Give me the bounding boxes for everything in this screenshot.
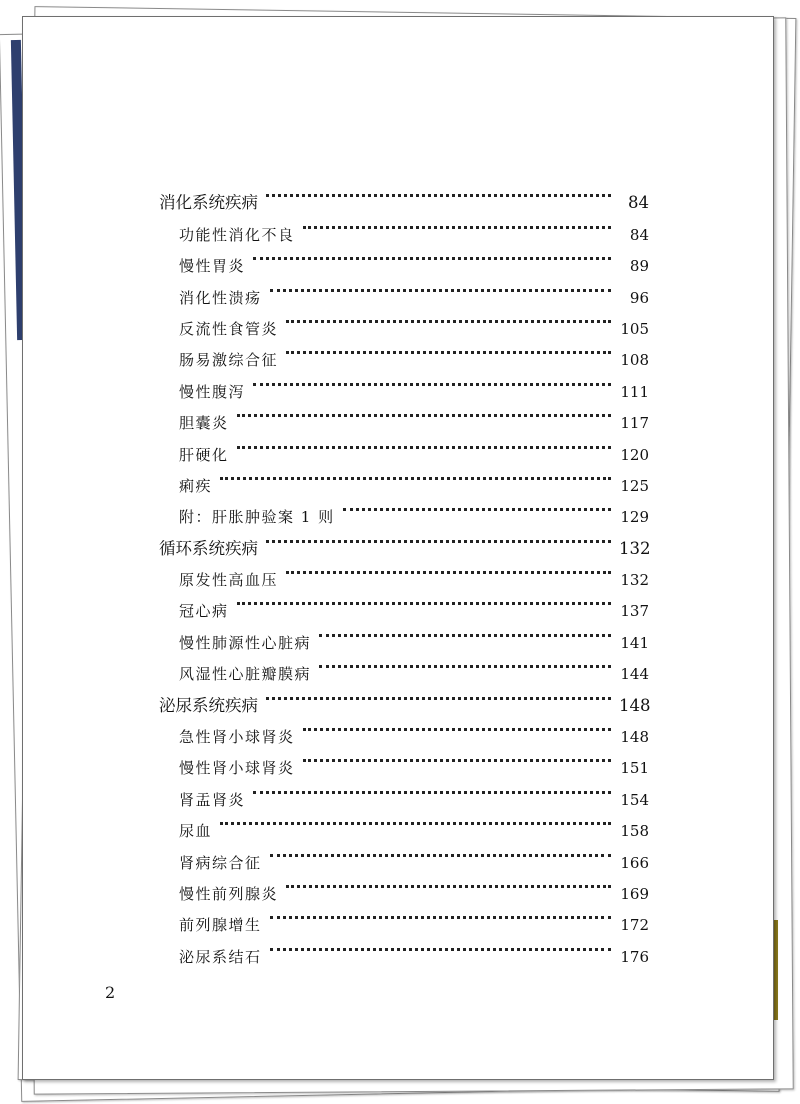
toc-entry-page: 111 [620,382,649,401]
toc-dot-leader [286,868,611,899]
toc-page [22,16,774,1080]
toc-dot-leader [266,522,611,553]
toc-entry-page: 108 [620,351,649,370]
toc-entry-page: 148 [619,695,651,715]
toc-entry-page: 154 [620,790,649,809]
toc-dot-leader [220,460,611,491]
toc-entry-page: 125 [620,476,649,495]
toc-entry-page: 96 [629,288,649,307]
toc-entry-page: 89 [629,257,649,276]
toc-dot-leader [270,836,611,867]
toc-entry-title: 尿血 [179,822,213,841]
toc-entry-title: 肠易激综合征 [179,351,279,370]
toc-dot-leader [270,899,611,930]
toc-entry-page: 176 [620,947,649,966]
toc-entry [159,805,649,841]
toc-entry-page: 158 [620,822,649,841]
toc-entry-page: 120 [620,445,649,464]
toc-entry-page: 132 [619,538,651,558]
toc-section-entry [159,177,649,213]
toc-entry-title: 反流性食管炎 [179,319,279,338]
toc-entry-page: 169 [620,884,649,903]
toc-dot-leader [237,397,611,428]
toc-entry [159,460,649,495]
toc-entry-title: 慢性腹泻 [179,382,246,401]
toc-dot-leader [303,208,611,239]
toc-entry-title: 肝硬化 [179,445,229,464]
toc-entry-title: 消化系统疾病 [159,193,258,213]
toc-entry [159,491,649,527]
toc-dot-leader [220,805,611,836]
toc-entry-title: 功能性消化不良 [179,225,295,244]
toc-entry-title: 泌尿系统疾病 [159,695,258,715]
toc-entry-title: 风湿性心脏瓣膜病 [179,665,312,684]
toc-entry [159,836,649,872]
toc-entry-title: 胆囊炎 [179,414,229,433]
toc-entry-page: 166 [620,853,649,872]
toc-dot-leader [286,303,611,334]
toc-dot-leader [270,271,611,302]
toc-entry-page: 129 [620,508,649,527]
toc-dot-leader [266,679,611,710]
toc-dot-leader [237,428,611,459]
toc-dot-leader [303,742,611,773]
toc-entry-page: 144 [620,665,649,684]
toc-entry-title: 循环系统疾病 [159,538,258,558]
toc-entry-title: 慢性肺源性心脏病 [179,633,312,652]
toc-dot-leader [253,240,611,271]
toc-entry-title: 前列腺增生 [179,916,262,935]
toc-entry-title: 痢疾 [179,476,213,495]
toc-dot-leader [319,648,611,679]
toc-dot-leader [270,930,611,961]
toc-entry-title: 泌尿系结石 [179,947,262,966]
toc-entry-title: 慢性胃炎 [179,257,246,276]
toc-entry-title: 慢性肾小球肾炎 [179,759,295,778]
toc-entry-title: 原发性高血压 [179,571,279,590]
toc-entry-page: 84 [629,225,649,244]
toc-entry-page: 84 [628,193,649,213]
toc-entry-page: 137 [620,602,649,621]
toc-entry-page: 117 [620,414,649,433]
page-number: 2 [105,983,116,1002]
toc-entry-title: 附：肝胀肿验案 1 则 [179,508,335,527]
toc-entry-page: 132 [620,571,649,590]
toc-dot-leader [237,585,611,616]
toc-entry-page: 148 [620,728,649,747]
toc-dot-leader [286,334,611,365]
toc-dot-leader [319,616,611,647]
toc-entry-title: 慢性前列腺炎 [179,884,279,903]
toc-dot-leader [343,491,611,522]
toc-entry-title: 肾盂肾炎 [179,790,246,809]
toc-entry-page: 141 [620,633,649,652]
toc-entry-page: 172 [620,916,649,935]
toc-entry-page: 151 [620,759,649,778]
toc-entry-page: 105 [620,319,649,338]
toc-entry-title: 冠心病 [179,602,229,621]
toc-dot-leader [253,365,611,396]
toc-entry-title: 急性肾小球肾炎 [179,728,295,747]
toc-dot-leader [253,773,611,804]
table-of-contents [159,177,651,966]
toc-dot-leader [303,711,611,742]
toc-dot-leader [286,554,611,585]
toc-entry-title: 消化性溃疡 [179,288,262,307]
toc-entry-title: 肾病综合征 [179,853,262,872]
toc-dot-leader [266,177,611,208]
